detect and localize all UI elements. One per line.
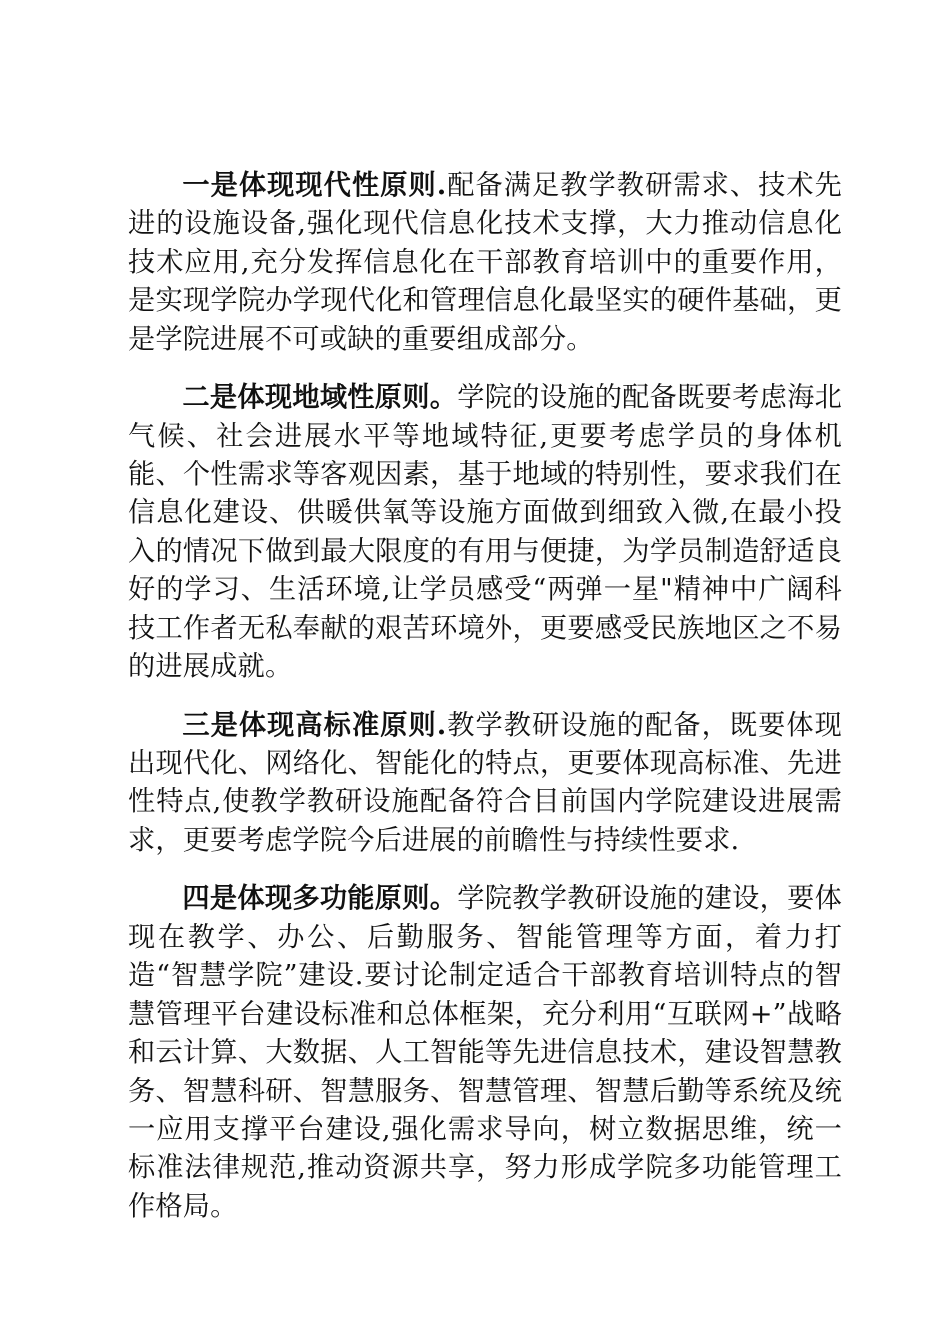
paragraph-high-standard-principle	[128, 706, 842, 861]
paragraph-body: 教学教研设施的配备，既要体现出现代化、网络化、智能化的特点，更要体现高标准、先进性特点,使教学教研设施配备符合目前国内学院建设进展需求，更要考虑学院今后进展的前瞻性与持续性要求.	[128, 709, 843, 856]
paragraph-multifunction-principle	[128, 879, 842, 1226]
paragraph-lead: 四是体现多功能原则。	[182, 882, 458, 915]
paragraph-lead: 三是体现高标准原则.	[182, 708, 447, 741]
paragraph-lead: 二是体现地域性原则。	[182, 381, 458, 414]
paragraph-body: 学院教学教研设施的建设，要体现在教学、办公、后勤服务、智能管理等方面，着力打造“智慧学院”建设.要讨论制定适合干部教育培训特点的智慧管理平台建设标准和总体框架，充分利用“互联网+”战略和云计算、大数据、人工智能等先进信息技术，建设智慧教务、智慧科研、智慧服务、智慧管理、智慧后勤等系统及统一应用支撑平台建设,强化需求导向，树立数据思维，统一标准法律规范,推动资源共享，努力形成学院多功能管理工作格局。	[128, 883, 842, 1222]
paragraph-body: 学院的设施的配备既要考虑海北气候、社会进展水平等地域特征,更要考虑学员的身体机能、个性需求等客观因素，基于地域的特别性，要求我们在信息化建设、供暖供氧等设施方面做到细致入微,在最小投入的情况下做到最大限度的有用与便捷，为学员制造舒适良好的学习、生活环境,让学员感受“两弹一星"精神中广阔科技工作者无私奉献的艰苦环境外，更要感受民族地区之不易的进展成就。	[128, 382, 842, 683]
paragraph-lead: 一是体现现代性原则.	[182, 169, 447, 201]
paragraph-body: 配备满足教学教研需求、技术先进的设施设备,强化现代信息化技术支撑，大力推动信息化技术应用,充分发挥信息化在干部教育培训中的重要作用，是实现学院办学现代化和管理信息化最坚实的硬件基础，更是学院进展不可或缺的重要组成部分。	[128, 170, 843, 355]
paragraph-modernity-principle	[128, 166, 842, 359]
paragraph-regional-principle	[128, 378, 842, 686]
document-page	[128, 166, 842, 1226]
